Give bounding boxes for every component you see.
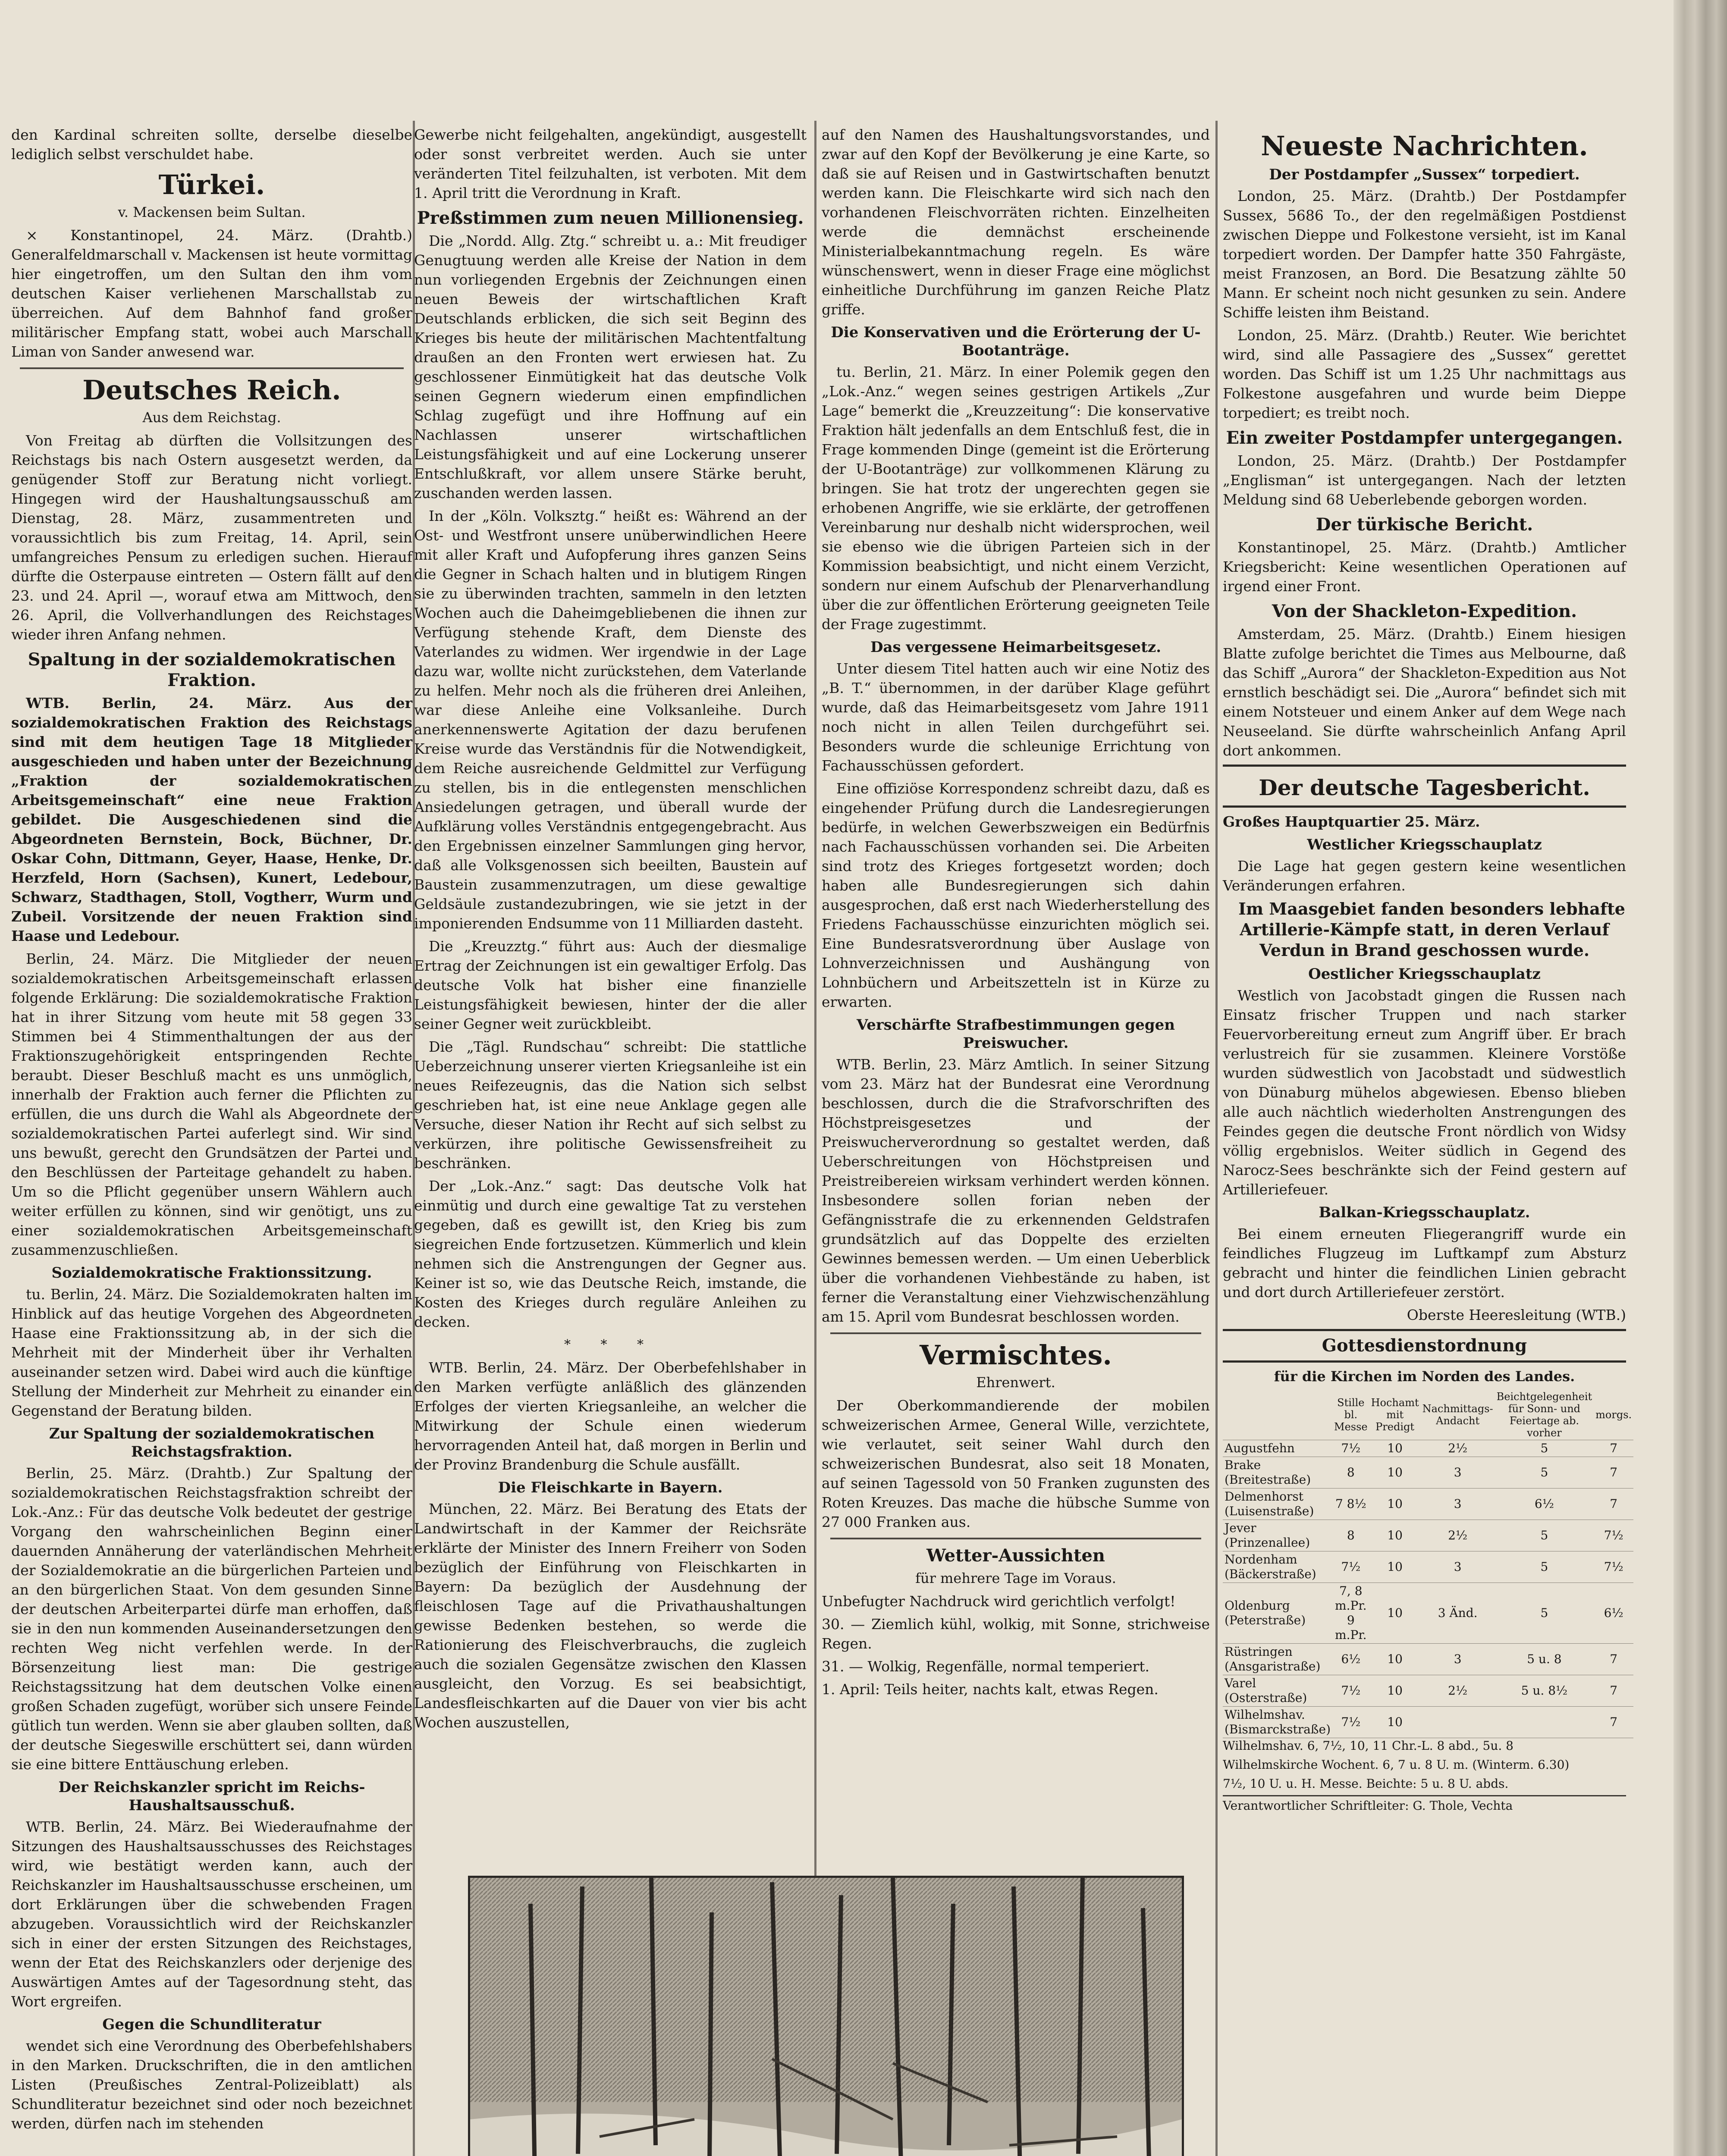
table-cell: 10 [1369,1489,1421,1520]
table-cell: 10 [1369,1457,1421,1489]
table-footnote: Wilhelmshav. 6, 7½, 10, 11 Chr.-L. 8 abd., 5u. 8 [1223,1739,1513,1753]
section-heading-vermischtes: Vermischtes. [920,1339,1112,1371]
table-cell: 3 [1421,1457,1495,1489]
article-text: London, 25. März. (Drahtb.) Der Postdampfer Sussex, 5686 To., der den regelmäßigen Postdienst zwischen Dieppe und Folkestone versieht, ist im Kanal torpediert worden. Der Dampfer hatte 350 Fahrgäste, meist Franzosen, an Bord. Die Besatzung zählte 50 Mann. Er scheint noch nicht gesunken zu sein. Andere Schiffe leisten ihm Beistand. [1223,188,1626,321]
article-text: Berlin, 25. März. (Drahtb.) Zur Spaltung der sozialdemokratischen Reichstagsfraktion schreibt der Lok.-Anz.: Für das deutsche Volk bedeutet der gestrige Vorgang den wahrscheinlichen Beginn einer dauernden Annäherung der vaterländischen Mehrheit der Sozialdemokratie an die bürgerlichen Parteien und an den bürgerlichen Staat. Von dem gesunden Sinne der deutschen Arbeiterpartei dürfe man erhoffen, daß sie in den nun kommenden Auseinandersetzungen den rechten Weg nicht verfehlen werde. In der Börsenzeitung liest man: Die gestrige Reichstagssitzung hat dem deutschen Volke einen großen Schaden zugefügt, worüber sich unsere Feinde gütlich tun werden. Wenn sie aber glauben sollten, daß der deutsche Siegeswille erschüttert sei, dann würden sie eine bittere Enttäuschung erleben. [11,1465,412,1773]
divider [830,1332,1201,1334]
table-footnote: Wilhelmskirche Wochent. 6, 7 u. 8 U. m. (Winterm. 6.30) [1223,1758,1570,1772]
table-header: morgs. [1594,1390,1633,1440]
table-cell: 7 [1594,1675,1633,1707]
editor-line: Verantwortlicher Schriftleiter: G. Thole, Vechta [1223,1795,1626,1814]
gottesdienst-subheading: für die Kirchen im Norden des Landes. [1274,1368,1575,1385]
table-cell: 5 [1495,1551,1594,1583]
article-text: wendet sich eine Verordnung des Oberbefehlshabers in den Marken. Druckschriften, die in den amtlichen Listen (Preußisches Zentral-Polizeiblatt) als Schundliteratur bezeichnet sind oder noch bezeichnet werden, dürfen nach im stehenden [11,2037,412,2132]
article-heading: Der Postdampfer „Sussex“ torpediert. [1269,166,1580,183]
gottesdienst-box [1223,1329,1626,1363]
article-highlight: Im Maasgebiet fanden besonders lebhafte Artillerie-Kämpfe statt, in deren Verlauf Verdun in Brand geschossen wurde. [1238,899,1625,960]
gottesdienst-heading: Gottesdienstordnung [1322,1335,1527,1356]
signature-line: Oberste Heeresleitung (WTB.) [1407,1307,1626,1323]
section-heading-reich: Deutsches Reich. [82,374,341,406]
table-cell: 8 [1332,1457,1369,1489]
table-header [1223,1390,1332,1440]
column-4 [1223,125,1632,1817]
table-cell: 6½ [1332,1644,1369,1675]
table-cell [1495,1707,1594,1738]
table-cell: Rüstringen (Ansgaristraße) [1223,1644,1332,1675]
table-row [1223,1457,1633,1489]
front-heading: Westlicher Kriegsschauplatz [1307,836,1542,853]
article-text: Westlich von Jacobstadt gingen die Russen nach Einsatz frischer Truppen und nach starker Feuervorbereitung erneut zum Angriff über. Er brach verlustreich für sie zusammen. Kleinere Vorstöße wurden südwestlich von Jacobstadt und südwestlich von Dünaburg mühelos abgewiesen. Ebenso blieben alle auch nächtlich wiederholten Anstrengungen des Feindes gegen die deutsche Front nördlich von Widsy völlig ergebnislos. Weiter südlich in Gegend des Narocz-Sees beschränkte sich der Feind gestern auf Artilleriefeuer. [1223,987,1626,1198]
table-cell: 2½ [1421,1675,1495,1707]
table-cell: Augustfehn [1223,1440,1332,1457]
article-text: Der Oberkommandierende der mobilen schweizerischen Armee, General Wille, verzichtete, wie verlautet, seit seiner Wahl durch den schweizerischen Bundesrat, also seit 18 Monaten, auf seinen Tagessold von 50 Franken zugunsten des Roten Kreuzes. Das mache die hübsche Summe von 27 000 Franken aus. [822,1397,1210,1530]
weather-heading: Wetter-Aussichten [926,1545,1105,1566]
divider [830,1538,1201,1539]
article-text: Berlin, 24. März. Die Mitglieder der neuen sozialdemokratischen Arbeitsgemeinschaft erlassen folgende Erklärung: Die sozialdemokratische Fraktion hat in ihrer Sitzung vom heute mit 58 gegen 33 Stimmen bei 4 Stimmenthaltungen der aus der Fraktionszugehörigkeit entspringenden Rechte beraubt. Dieser Beschluß macht es uns unmöglich, innerhalb der Fraktion auch ferner die Pflichten zu erfüllen, die uns durch die Wahl als Abgeordnete der sozialdemokratischen Partei auferlegt sind. Wir sind uns bewußt, gerecht den Grundsätzen der Partei und den Beschlüssen der Parteitage gehandelt zu haben. Um so die Pflicht gegenüber unsern Wählern auch weiter erfüllen zu können, sind wir genötigt, uns zu einer sozialdemokratischen Arbeitsgemeinschaft zusammenzuschließen. [11,950,412,1258]
subheading: Ehrenwert. [976,1374,1055,1391]
table-row [1223,1440,1633,1457]
article-heading: Preßstimmen zum neuen Millionensieg. [417,208,804,228]
article-heading: Der Reichskanzler spricht im Reichs-Haushaltsausschuß. [58,1779,365,1814]
page-edge [1674,0,1727,2156]
article-text: Bei einem erneuten Fliegerangriff wurde ein feindliches Flugzeug im Luftkampf zum Absturz gebracht und hinter die feindlichen Linien gebracht und dort durch Artilleriefeuer zerstört. [1223,1225,1626,1300]
table-header: Nachmittags-Andacht [1421,1390,1495,1440]
table-cell: 8 [1332,1520,1369,1551]
table-cell: 7 [1594,1440,1633,1457]
article-text: WTB. Berlin, 24. März. Der Oberbefehlshaber in den Marken verfügte anläßlich des glänzenden Erfolges der vierten Kriegsanleihe, an welcher die Mitwirkung der Schule einen wiederum hervorragenden Anteil hat, daß morgen in Berlin und der Provinz Brandenburg die Schule ausfällt. [414,1359,807,1473]
article-text: Amsterdam, 25. März. (Drahtb.) Einem hiesigen Blatte zufolge berichtet die Times aus Melbourne, daß das Schiff „Aurora“ der Shackleton-Expedition aus Not ernstlich beschädigt sei. Die „Aurora“ befindet sich mit einem Notsteuer und einem Anker auf dem Wege nach Neuseeland. Sie dürfte wahrscheinlich Anfang April dort ankommen. [1223,626,1626,759]
table-cell: Brake (Breitestraße) [1223,1457,1332,1489]
table-header: Beichtgelegenheit für Sonn- und Feiertage ab. vorher [1495,1390,1594,1440]
weather-subheading: für mehrere Tage im Voraus. [915,1570,1116,1586]
column-rule [1215,121,1218,2156]
article-heading: Ein zweiter Postdampfer untergegangen. [1226,428,1623,448]
table-row [1223,1675,1633,1707]
table-cell: Delmenhorst (Luisenstraße) [1223,1489,1332,1520]
article-heading: Gegen die Schundliteratur [102,2016,321,2033]
column-3 [822,125,1210,1702]
column-1 [11,125,412,2137]
article-text: In der „Köln. Volksztg.“ heißt es: Während an der Ost- und Westfront unsere unüberwindlichen Heere mit aller Kraft und Aufopferung ihres ganzen Seins die Gegner in Schach halten und in blutigem Ringen sie zu überwinden trachten, sammeln in den letzten Wochen auch die Daheimgebliebenen die ihnen zur Verfügung stehende Kraft, dem Dienste des Vaterlandes zu widmen. Wer irgendwie in der Lage dazu war, wollte nicht zurückstehen, dem Vaterlande zu helfen. Mehr noch als die früheren drei Anleihen, war diese Anleihe eine Volksanleihe. Durch anerkennenswerte Agitation der dazu berufenen Kreise wurde das Verständnis für die Notwendigkeit, dem Reiche ausreichende Geldmittel zur Verfügung zu stellen, bis in die entlegensten menschlichen Ansiedelungen getragen, und überall wurde der Aufklärung volles Verständnis entgegengebracht. Aus den Ergebnissen einzelner Sammlungen ging hervor, daß alle Volksgenossen sich beeilten, Baustein auf Baustein zusammenzutragen, um diese gewaltige Geldsäule zustandezubringen, wie sie jetzt in der imponierenden Endsumme von 11 Milliarden dasteht. [414,508,807,932]
table-header-row [1223,1390,1633,1440]
table-row [1223,1489,1633,1520]
section-heading-neueste: Neueste Nachrichten. [1261,130,1588,162]
weather-note: Unbefugter Nachdruck wird gerichtlich verfolgt! [822,1593,1176,1610]
table-cell: 10 [1369,1675,1421,1707]
table-cell: 7½ [1332,1675,1369,1707]
article-text: München, 22. März. Bei Beratung des Etats der Landwirtschaft in der Kammer der Reichsräte erklärte der Minister des Innern Freiherr von Soden bezüglich der Einführung von Fleischkarten in Bayern: Da bezüglich der Ausdehnung der fleischlosen Tage auf die Privathaushaltungen gewisse Bedenken bestehen, so werde die Rationierung des Fleischverbrauchs, die zugleich auch die sozialen Gegensätze zwischen den Klassen ausgleicht, den Vorzug. Es sei beabsichtigt, Landesfleischkarten auf die Dauer von vier bis acht Wochen auszustellen, [414,1501,807,1731]
article-heading: Spaltung in der sozialdemokratischen Fraktion. [28,649,396,690]
article-heading: Die Fleischkarte in Bayern. [498,1479,723,1496]
headquarters-line: Großes Hauptquartier 25. März. [1223,813,1480,830]
article-heading: Sozialdemokratische Fraktionssitzung. [51,1264,372,1282]
table-cell: 3 Änd. [1421,1583,1495,1644]
table-cell: Oldenburg (Peterstraße) [1223,1583,1332,1644]
article-text: Eine offiziöse Korrespondenz schreibt dazu, daß es eingehender Prüfung durch die Landesregierungen bedürfe, in welchen Gewerbszweigen ein Bedürfnis nach Fachausschüssen vorhanden sei. Die Arbeiten sind trotz des Krieges fortgesetzt worden; doch haben alle Bundesregierungen sich dahin ausgesprochen, daß erst nach Wiederherstellung des Friedens Fachausschüsse einzurichten möglich sei. Eine Bundesratsverordnung über Auslage von Lohnverzeichnissen und Aushängung von Lohnbüchern und Arbeitszetteln ist in Kürze zu erwarten. [822,780,1210,1010]
service-table [1223,1390,1633,1738]
table-cell: 7½ [1594,1520,1633,1551]
table-cell: 5 [1495,1440,1594,1457]
continued-text: den Kardinal schreiten sollte, derselbe dieselbe lediglich selbst verschuldet habe. [11,126,412,163]
table-cell: 7½ [1594,1551,1633,1583]
article-text: WTB. Berlin, 24. März. Bei Wiederaufnahme der Sitzungen des Haushaltsausschusses des Reichstages wird, wie bestätigt werden kann, auch der Reichskanzler im Haushaltsausschusse erscheinen, um dort Erklärungen über die schwebenden Fragen abzugeben. Voraussichtlich wird der Reichskanzler sich in einer der ersten Sitzungen des Reichstages, wenn der Etat des Reichskanzlers oder derjenige des Auswärtigen Amtes auf der Tagesordnung steht, das Wort ergreifen. [11,1818,412,2010]
table-cell: 6½ [1495,1489,1594,1520]
continued-text: auf den Namen des Haushaltungsvorstandes, und zwar auf den Kopf der Bevölkerung je eine Karte, so daß sie auf Reisen und in Gastwirtschaften benutzt werden kann. Die Fleischkarte wird sich nach den vorhandenen Fleischvorräten richten. Einzelheiten werde die demnächst erscheinende Ministerialbekanntmachung regeln. Es wäre wünschenswert, wenn in dieser Frage eine möglichst einheitliche Durchführung im ganzen Reiche Platz griffe. [822,126,1210,318]
forest-illustration [468,1876,1184,2156]
table-row [1223,1644,1633,1675]
table-cell: 7 [1594,1707,1633,1738]
table-row [1223,1551,1633,1583]
subheading: v. Mackensen beim Sultan. [118,204,306,220]
continued-text: Gewerbe nicht feilgehalten, angekündigt, ausgestellt oder sonst verbreitet werden. Auch sie unter veränderten Titel feilzuhalten, ist verboten. Mit dem 1. April tritt die Verordnung in Kraft. [414,126,807,201]
table-cell: 7½ [1332,1551,1369,1583]
table-cell: 7 8½ [1332,1489,1369,1520]
table-cell: 5 u. 8½ [1495,1675,1594,1707]
article-text: × Konstantinopel, 24. März. (Drahtb.) Generalfeldmarschall v. Mackensen ist heute vormittag hier eingetroffen, um den Sultan den ihm vom deutschen Kaiser verliehenen Marschallstab zu überreichen. Auf dem Bahnhof fand großer militärischer Empfang statt, wobei auch Marschall Liman von Sander anwesend war. [11,227,412,360]
front-heading: Oestlicher Kriegsschauplatz [1308,965,1541,983]
separator-stars: * * * [564,1337,657,1352]
table-cell: Wilhelmshav. (Bismarckstraße) [1223,1707,1332,1738]
table-cell: 7 [1594,1489,1633,1520]
table-header: Hochamt mit Predigt [1369,1390,1421,1440]
article-heading: Das vergessene Heimarbeitsgesetz. [870,639,1162,656]
section-heading-turkei: Türkei. [158,169,265,201]
table-cell: 7½ [1332,1707,1369,1738]
front-heading: Balkan-Kriegsschauplatz. [1319,1204,1530,1221]
weather-line: 1. April: Teils heiter, nachts kalt, etwas Regen. [822,1681,1159,1698]
table-header: Stille bl. Messe [1332,1390,1369,1440]
table-cell: 5 [1495,1457,1594,1489]
table-cell: 10 [1369,1551,1421,1583]
table-row [1223,1520,1633,1551]
table-cell: 3 [1421,1644,1495,1675]
column-rule [814,121,816,2156]
table-cell: 2½ [1421,1440,1495,1457]
column-2 [414,125,807,1736]
divider [20,367,404,369]
article-heading: Verschärfte Strafbestimmungen gegen Preiswucher. [857,1016,1175,1052]
table-footnote: 7½, 10 U. u. H. Messe. Beichte: 5 u. 8 U. abds. [1223,1777,1509,1791]
article-text: Von Freitag ab dürften die Vollsitzungen des Reichstags bis nach Ostern ausgesetzt werden, da genügender Stoff zur Beratung nicht vorliegt. Hingegen wird der Haushaltungsausschuß am Dienstag, 28. März, zusammentreten und voraussichtlich bis zum Freitag, 14. April, sein umfangreiches Pensum zu erledigen suchen. Hierauf dürfte die Osterpause eintreten — Ostern fällt auf den 23. und 24. April —, worauf etwa am Mittwoch, den 26. April, die Vollverhandlungen des Reichstages wieder ihren Anfang nehmen. [11,432,412,643]
table-cell: 5 u. 8 [1495,1644,1594,1675]
article-heading: Zur Spaltung der sozialdemokratischen Reichstagsfraktion. [49,1425,375,1460]
article-text: tu. Berlin, 21. März. In einer Polemik gegen den „Lok.-Anz.“ wegen seines gestrigen Artikels „Zur Lage“ bemerkt die „Kreuzzeitung“: Die konservative Fraktion hält jedenfalls an dem Entschluß fest, die in Frage kommenden Dinge (gemeint ist die Erörterung der U-Bootanträge) zur vollkommenen Klärung zu bringen. Sie hat trotz der ungerechten gegen sie erhobenen Angriffe, wie sie erklärte, der getroffenen Vereinbarung nur deshalb nicht widersprochen, weil sie ebenso wie die übrigen Parteien sich in der Kommission beabsichtigt, und nicht einem Verzicht, sondern nur einem Aufschub der Plenarverhandlung über die zur öffentlichen Erörterung geeigneten Teile der Frage zugestimmt. [822,364,1210,633]
article-text: WTB. Berlin, 23. März Amtlich. In seiner Sitzung vom 23. März hat der Bundesrat eine Verordnung beschlossen, durch die die Strafvorschriften des Höchstpreisgesetzes und der Preiswucherverordnung so gestaltet werden, daß Ueberschreitungen von Höchstpreisen und Preistreibereien wirksam verhindert werden können. Insbesondere sollen forian neben der Gefängnisstrafe die zu erkennenden Geldstrafen grundsätzlich auf das Doppelte des erzielten Gewinnes bemessen werden. — Um einen Ueberblick über die vorhandenen Viehbestände zu haben, ist ferner die Veranstaltung einer Viehzwischenzählung am 15. April vom Bundesrat beschlossen worden. [822,1056,1210,1325]
weather-line: 30. — Ziemlich kühl, wolkig, mit Sonne, strichweise Regen. [822,1616,1210,1652]
table-cell: 5 [1495,1520,1594,1551]
tagesbericht-heading: Der deutsche Tagesbericht. [1259,775,1590,800]
table-cell: 10 [1369,1583,1421,1644]
table-cell: Varel (Osterstraße) [1223,1675,1332,1707]
article-heading: Von der Shackleton-Expedition. [1272,601,1577,621]
subheading: Aus dem Reichstag. [142,409,281,426]
article-text: Unter diesem Titel hatten auch wir eine Notiz des „B. T.“ übernommen, in der darüber Klage geführt wurde, daß das Heimarbeitsgesetz vom Jahre 1911 noch nicht in allen Teilen durchgeführt sei. Besonders wurde die schleunige Errichtung von Fachausschüssen gefordert. [822,660,1210,774]
article-text: Die „Tägl. Rundschau“ schreibt: Die stattliche Ueberzeichnung unserer vierten Kriegsanleihe ist ein neues Reifezeugnis, das die Nation sich selbst geschrieben hat, ist eine neue Anklage gegen alle Versuche, dieser Nation ihr Recht auf sich selbst zu verkürzen, ihre politische Gewissensfreiheit zu beschränken. [414,1038,807,1172]
article-text: London, 25. März. (Drahtb.) Der Postdampfer „Englisman“ ist untergegangen. Nach der letzten Meldung sind 68 Ueberlebende geborgen worden. [1223,452,1626,508]
article-heading: Die Konservativen und die Erörterung der U-Bootanträge. [831,324,1201,359]
article-text: Konstantinopel, 25. März. (Drahtb.) Amtlicher Kriegsbericht: Keine wesentlichen Operationen auf irgend einer Front. [1223,539,1626,595]
table-row [1223,1583,1633,1644]
table-cell: 10 [1369,1440,1421,1457]
table-row [1223,1707,1633,1738]
article-text: Die „Kreuzztg.“ führt aus: Auch der diesmalige Ertrag der Zeichnungen ist ein gewaltiger Erfolg. Das deutsche Volk hat bisher eine finanzielle Leistungsfähigkeit bewiesen, hinter der die aller seiner Gegner weit zurückbleibt. [414,938,807,1032]
table-cell: 3 [1421,1551,1495,1583]
table-cell: 10 [1369,1644,1421,1675]
article-heading: Der türkische Bericht. [1316,514,1533,535]
table-cell [1421,1707,1495,1738]
table-cell: 5 [1495,1583,1594,1644]
weather-line: 31. — Wolkig, Regenfälle, normal temperiert. [822,1658,1150,1675]
tagesbericht-box [1223,765,1626,808]
article-text: London, 25. März. (Drahtb.) Reuter. Wie berichtet wird, sind alle Passagiere des „Sussex“ gerettet worden. Das Schiff ist um 1.25 Uhr nachmittags aus Folkestone ausgefahren und wurde beim Dieppe torpediert; es treibt noch. [1223,327,1626,421]
table-cell: Jever (Prinzenallee) [1223,1520,1332,1551]
table-cell: 6½ [1594,1583,1633,1644]
table-cell: 7 [1594,1457,1633,1489]
table-cell: 3 [1421,1489,1495,1520]
table-cell: 7 [1594,1644,1633,1675]
table-cell: Nordenham (Bäckerstraße) [1223,1551,1332,1583]
table-cell: 10 [1369,1520,1421,1551]
article-text: tu. Berlin, 24. März. Die Sozialdemokraten halten im Hinblick auf das heutige Vorgehen des Abgeordneten Haase eine Fraktionssitzung ab, in der sich die Mehrheit mit der Minderheit über ihr Verhalten auseinander setzen wird. Dabei wird auch die künftige Stellung der Minderheit zur Mehrheit zu einander ein Gegenstand der Beratung bilden. [11,1286,412,1419]
article-text: Die Lage hat gegen gestern keine wesentlichen Veränderungen erfahren. [1223,858,1626,894]
article-lead: WTB. Berlin, 24. März. Aus der sozialdemokratischen Fraktion des Reichstags sind mit dem heutigen Tage 18 Mitglieder ausgeschieden und haben unter der Bezeichnung „Fraktion der sozialdemokratischen Arbeitsgemeinschaft“ eine neue Fraktion gebildet. Die Ausgeschiedenen sind die Abgeordneten Bernstein, Bock, Büchner, Dr. Oskar Cohn, Dittmann, Geyer, Haase, Henke, Dr. Herzfeld, Horn (Sachsen), Kunert, Ledebour, Schwarz, Stadthagen, Stoll, Vogtherr, Wurm und Zubeil. Vorsitzende der neuen Fraktion sind Haase und Ledebour. [11,695,412,944]
article-text: Die „Nordd. Allg. Ztg.“ schreibt u. a.: Mit freudiger Genugtuung werden alle Kreise der Nation in dem nun vorliegenden Ergebnis der Zeichnungen einen neuen Beweis der wirtschaftlichen Kraft Deutschlands erblicken, die sich seit Beginn des Krieges bis heute der militärischen Machtentfaltung draußen an den Fronten wert erwiesen hat. Zu geschlossener Einmütigkeit hat das deutsche Volk seinen Gegnern wiederum einen empfindlichen Schlag zugefügt und ihre Hoffnung auf ein Nachlassen unserer wirtschaftlichen Leistungsfähigkeit und auf eine Lockerung unserer Entschlußkraft, vor allem unsere Stärke beruht, zuschanden werden lassen. [414,232,807,501]
table-cell: 7, 8 m.Pr. 9 m.Pr. [1332,1583,1369,1644]
table-cell: 10 [1369,1707,1421,1738]
table-cell: 2½ [1421,1520,1495,1551]
article-text: Der „Lok.-Anz.“ sagt: Das deutsche Volk hat einmütig und durch eine gewaltige Tat zu verstehen gegeben, daß es gewillt ist, den Krieg bis zum siegreichen Ende fortzusetzen. Kümmerlich und klein nehmen sich die Anstrengungen der Gegner aus. Keiner ist so, wie das Deutsche Reich, imstande, die Kosten des Krieges durch reguläre Anleihen zu decken. [414,1178,807,1330]
table-cell: 7½ [1332,1440,1369,1457]
